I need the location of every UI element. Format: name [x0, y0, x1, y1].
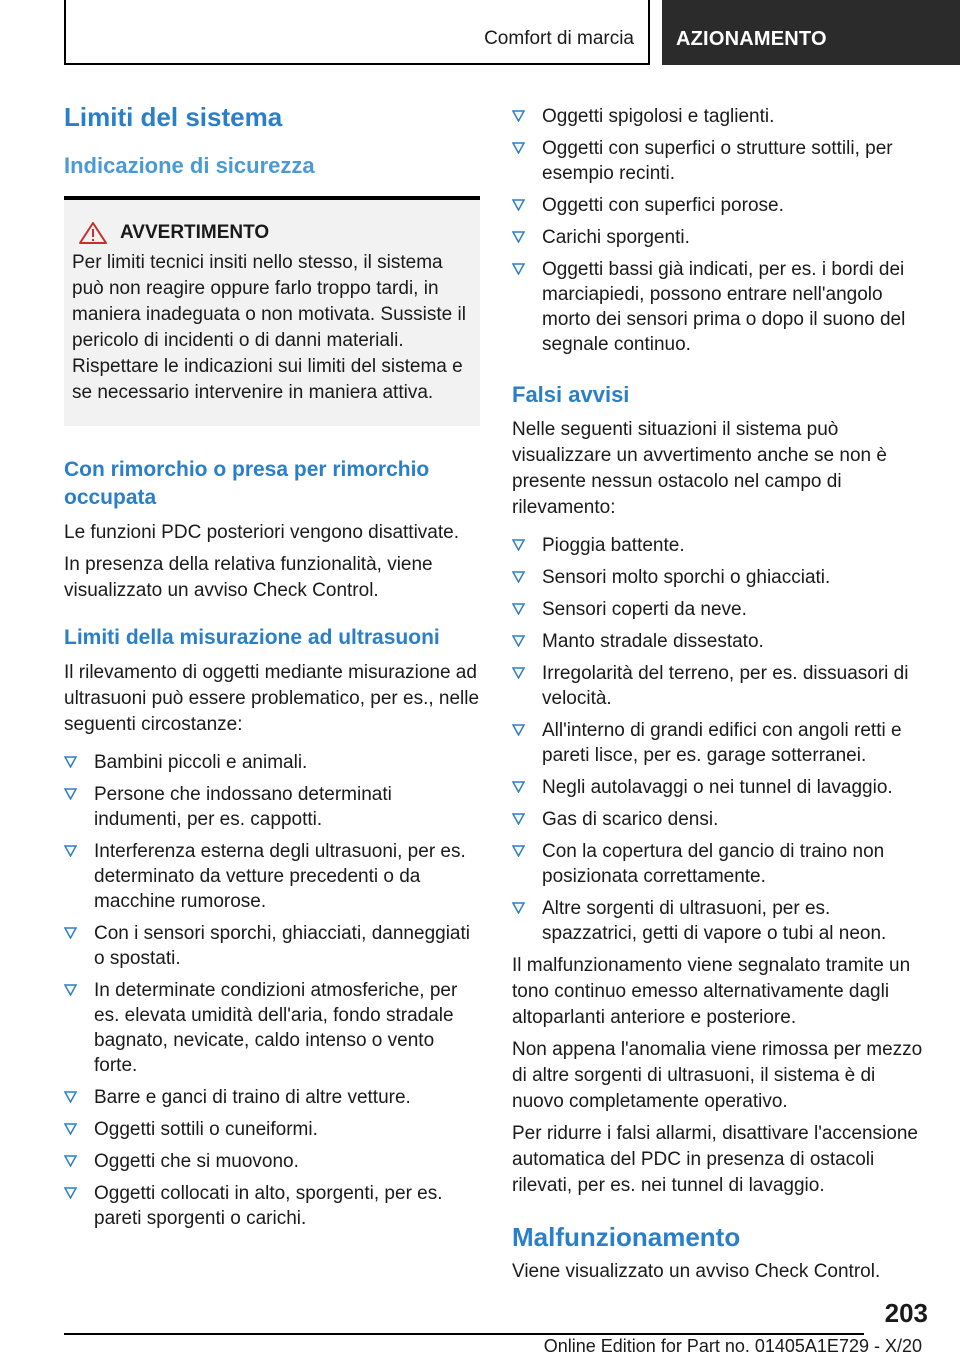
triangle-bullet-icon [512, 571, 525, 583]
triangle-bullet-icon [64, 756, 77, 768]
triangle-bullet-icon [512, 724, 525, 736]
triangle-bullet-icon [512, 142, 525, 154]
malfunction-tone-paragraph: Il malfunzionamento viene segnalato tramite un tono continuo emesso alternativamente dagli altoparlanti anteriore e posteriore. [512, 955, 911, 1028]
header-active-label: AZIONAMENTO [676, 28, 827, 50]
list-item: Carichi sporgenti. [512, 225, 928, 250]
triangle-bullet-icon [512, 813, 525, 825]
list-item: Oggetti che si muovono. [64, 1149, 480, 1174]
triangle-bullet-icon [64, 1091, 77, 1103]
header-section-label: Comfort di marcia [484, 28, 634, 49]
triangle-bullet-icon [64, 788, 77, 800]
triangle-bullet-icon [512, 539, 525, 551]
list-item: Sensori molto sporchi o ghiacciati. [512, 565, 928, 590]
warning-triangle-icon [78, 222, 108, 244]
list-item: Negli autolavaggi o nei tunnel di lavaggio. [512, 775, 928, 800]
list-item: Gas di scarico densi. [512, 807, 928, 832]
triangle-bullet-icon [64, 845, 77, 857]
list-item: All'interno di grandi edifici con angoli retti e pareti lisce, per es. garage sotterranei. [512, 718, 928, 768]
ultrasound-paragraph: Il rilevamento di oggetti mediante misurazione ad ultrasuoni può essere problematico, per es., nelle seguenti circostanze: [64, 662, 480, 735]
triangle-bullet-icon [64, 1155, 77, 1167]
list-item: Persone che indossano determinati indumenti, per es. cappotti. [64, 782, 480, 832]
ultrasound-list [64, 750, 480, 1231]
recovery-paragraph: Non appena l'anomalia viene rimossa per mezzo di altre sorgenti di ultrasuoni, il sistema è di nuovo completamente operativo. [512, 1039, 923, 1112]
warning-box [64, 196, 480, 426]
footer-edition: Online Edition for Part no. 01405A1E729 - X/20 [543, 1336, 922, 1356]
list-item: Altre sorgenti di ultrasuoni, per es. spazzatrici, getti di vapore o tubi al neon. [512, 896, 928, 946]
triangle-bullet-icon [512, 603, 525, 615]
triangle-bullet-icon [64, 984, 77, 996]
list-item: Oggetti con superfici porose. [512, 193, 928, 218]
list-item: Con i sensori sporchi, ghiacciati, danneggiati o spostati. [64, 921, 480, 971]
malfunction-heading: Malfunzionamento [512, 1222, 741, 1252]
reduce-false-alarms-paragraph: Per ridurre i falsi allarmi, disattivare l'accensione automatica del PDC in presenza di ostacoli rilevati, per es. nei tunnel di lavaggio. [512, 1123, 918, 1196]
page-number: 203 [884, 1298, 928, 1328]
list-item: Con la copertura del gancio di traino non posizionata correttamente. [512, 839, 928, 889]
right-column [512, 104, 928, 1291]
triangle-bullet-icon [512, 667, 525, 679]
triangle-bullet-icon [512, 902, 525, 914]
list-item: Barre e ganci di traino di altre vetture. [64, 1085, 480, 1110]
continued-list [512, 104, 928, 357]
list-item: Oggetti bassi già indicati, per es. i bordi dei marciapiedi, possono entrare nell'angolo morto dei sensori prima o dopo il suono del segnale continuo. [512, 257, 928, 357]
triangle-bullet-icon [64, 1187, 77, 1199]
triangle-bullet-icon [64, 1123, 77, 1135]
trailer-paragraph-1: Le funzioni PDC posteriori vengono disattivate. [64, 522, 460, 543]
list-item: Interferenza esterna degli ultrasuoni, per es. determinato da vetture precedenti o da macchine rumorose. [64, 839, 480, 914]
list-item: Oggetti spigolosi e taglienti. [512, 104, 928, 129]
warning-text: Per limiti tecnici insiti nello stesso, il sistema può non reagire oppure farlo troppo tardi, in maniera inadeguata o non motivata. Sussiste il pericolo di incidenti o di danni materiali. Rispettare le indicazioni sui limiti del sistema e se necessario intervenire in maniera attiva. [72, 252, 466, 403]
ultrasound-heading: Limiti della misurazione ad ultrasuoni [64, 626, 440, 649]
list-item: Pioggia battente. [512, 533, 928, 558]
safety-heading: Indicazione di sicurezza [64, 153, 315, 178]
left-column [64, 100, 480, 1238]
false-alarms-paragraph: Nelle seguenti situazioni il sistema può visualizzare un avvertimento anche se non è presente nessun ostacolo nel campo di rilevamento: [512, 419, 887, 518]
triangle-bullet-icon [512, 635, 525, 647]
trailer-heading: Con rimorchio o presa per rimorchio occupata [64, 458, 430, 509]
triangle-bullet-icon [512, 110, 525, 122]
list-item: Oggetti con superfici o strutture sottili, per esempio recinti. [512, 136, 928, 186]
warning-title-row [72, 222, 470, 244]
list-item: Sensori coperti da neve. [512, 597, 928, 622]
header-section-tab [64, 0, 650, 65]
malfunction-paragraph: Viene visualizzato un avviso Check Control. [512, 1261, 881, 1282]
page-title: Limiti del sistema [64, 102, 283, 132]
false-alarms-list [512, 533, 928, 946]
false-alarms-heading: Falsi avvisi [512, 382, 630, 407]
footer-divider [64, 1333, 864, 1335]
triangle-bullet-icon [512, 263, 525, 275]
list-item: In determinate condizioni atmosferiche, per es. elevata umidità dell'aria, fondo stradale bagnato, nevicate, caldo intenso o vento forte. [64, 978, 480, 1078]
triangle-bullet-icon [512, 845, 525, 857]
list-item: Irregolarità del terreno, per es. dissuasori di velocità. [512, 661, 928, 711]
trailer-paragraph-2: In presenza della relativa funzionalità, viene visualizzato un avviso Check Control. [64, 554, 433, 601]
triangle-bullet-icon [512, 231, 525, 243]
triangle-bullet-icon [512, 781, 525, 793]
list-item: Oggetti sottili o cuneiformi. [64, 1117, 480, 1142]
list-item: Manto stradale dissestato. [512, 629, 928, 654]
list-item: Bambini piccoli e animali. [64, 750, 480, 775]
triangle-bullet-icon [64, 927, 77, 939]
warning-title: AVVERTIMENTO [120, 222, 270, 243]
list-item: Oggetti collocati in alto, sporgenti, per es. pareti sporgenti o carichi. [64, 1181, 480, 1231]
header-active-tab [662, 0, 960, 65]
triangle-bullet-icon [512, 199, 525, 211]
